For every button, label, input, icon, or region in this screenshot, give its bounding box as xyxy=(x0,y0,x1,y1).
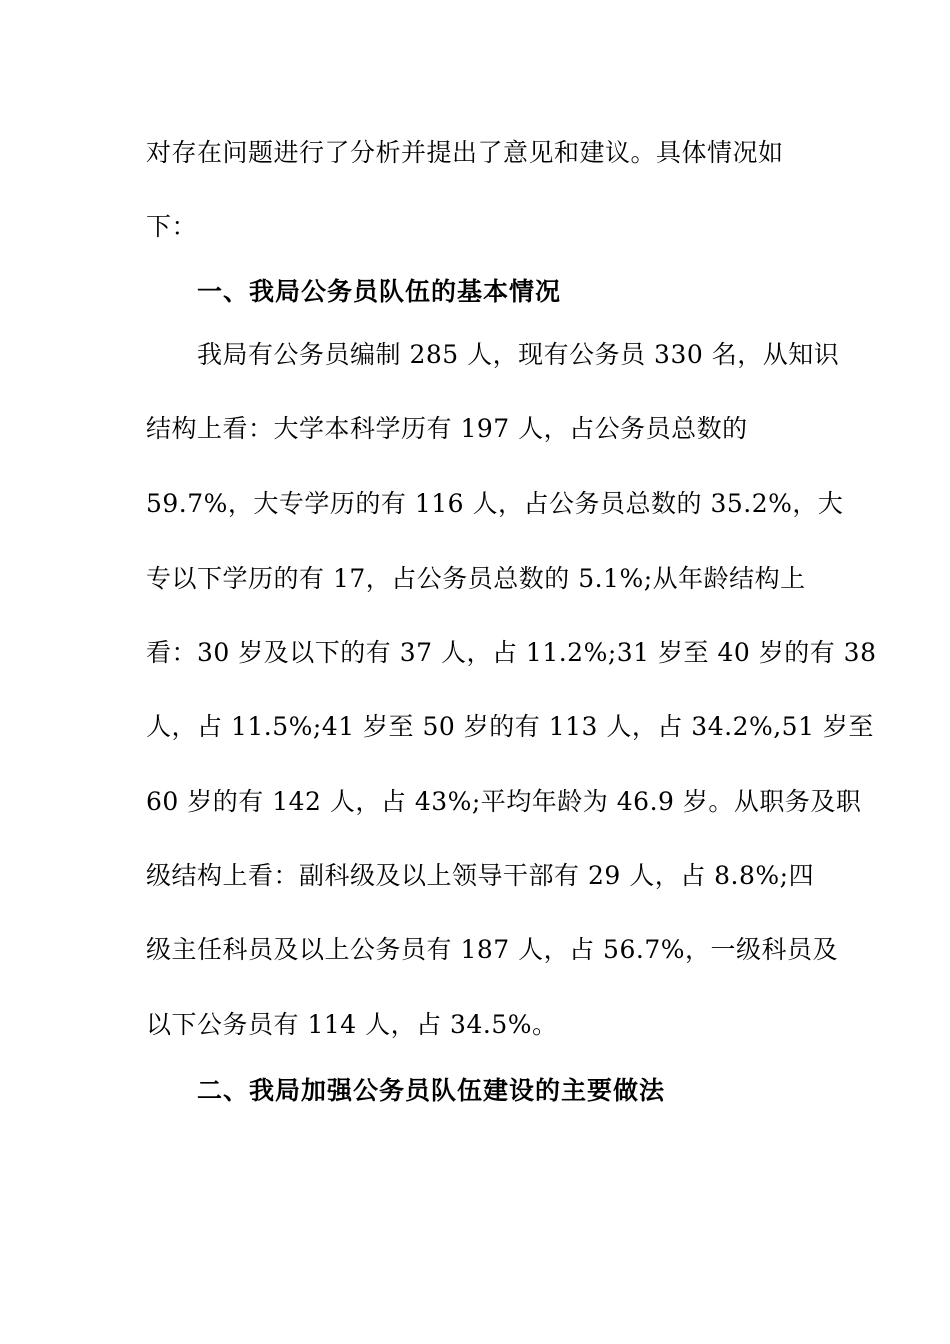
paragraph-line: 人，占 11.5%;41 岁至 50 岁的有 113 人，占 34.2%,51 岁至 xyxy=(146,712,874,741)
paragraph-line: 级结构上看：副科级及以上领导干部有 29 人，占 8.8%;四 xyxy=(146,861,815,890)
paragraph-line: 结构上看：大学本科学历有 197 人，占公务员总数的 xyxy=(146,414,748,443)
paragraph-line: 对存在问题进行了分析并提出了意见和建议。具体情况如 xyxy=(146,138,784,167)
section-heading-1: 一、我局公务员队伍的基本情况 xyxy=(197,277,562,306)
paragraph-line: 级主任科员及以上公务员有 187 人，占 56.7%，一级科员及 xyxy=(146,935,838,964)
paragraph-line: 下： xyxy=(146,212,198,241)
paragraph-line: 看：30 岁及以下的有 37 人，占 11.2%;31 岁至 40 岁的有 38 xyxy=(146,638,877,667)
section-heading-2: 二、我局加强公务员队伍建设的主要做法 xyxy=(197,1076,666,1105)
paragraph-line: 59.7%，大专学历的有 116 人，占公务员总数的 35.2%，大 xyxy=(146,489,844,518)
paragraph-line: 60 岁的有 142 人，占 43%;平均年龄为 46.9 岁。从职务及职 xyxy=(146,787,862,816)
paragraph-line: 以下公务员有 114 人，占 34.5%。 xyxy=(146,1010,558,1039)
paragraph-line: 我局有公务员编制 285 人，现有公务员 330 名，从知识 xyxy=(197,340,840,369)
paragraph-line: 专以下学历的有 17，占公务员总数的 5.1%;从年龄结构上 xyxy=(146,564,806,593)
